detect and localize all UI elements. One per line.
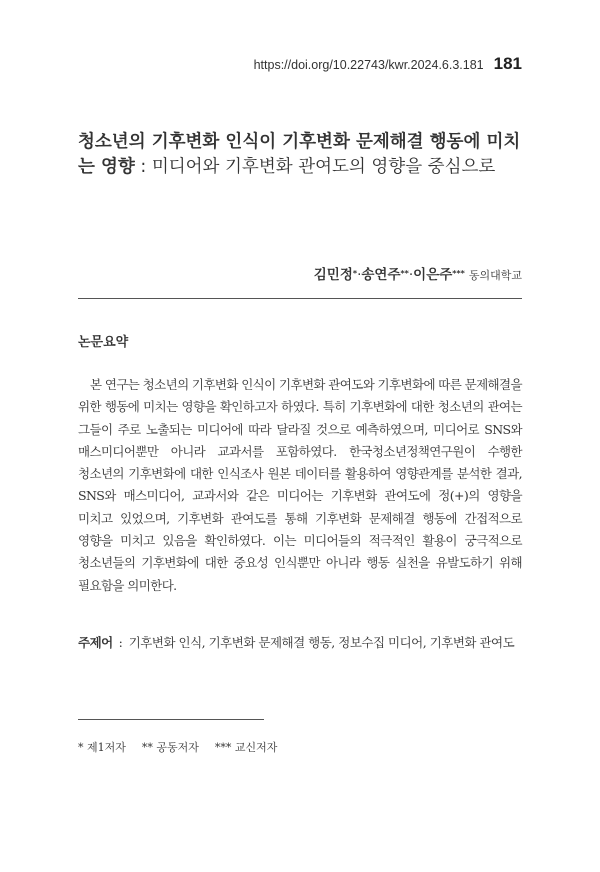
footnote-mark: *** [214, 741, 232, 754]
footnote-corresponding-author [215, 739, 278, 755]
title-separator: : [134, 157, 152, 177]
footnote-mark: * [78, 741, 84, 754]
footnote-mark: ** [141, 741, 153, 754]
footnote-first-author [78, 739, 126, 755]
keywords [78, 633, 528, 653]
abstract-heading: 논문요약 [78, 335, 129, 350]
footnote-rule [78, 719, 264, 720]
keywords-text: 기후변화 인식, 기후변화 문제해결 행동, 정보수집 미디어, 기후변화 관여도 [128, 635, 515, 650]
author-3-mark: *** [452, 269, 465, 278]
footnote-text: 교신저자 [234, 741, 278, 754]
keywords-label: 주제어 [78, 635, 113, 650]
author-1-mark: * [352, 269, 358, 278]
affiliation: 동의대학교 [468, 269, 522, 282]
abstract-body: 본 연구는 청소년의 기후변화 인식이 기후변화 관여도와 기후변화에 따른 문제해결을 위한 행동에 미치는 영향을 확인하고자 하였다. 특히 기후변화에 대한 청소년의 관여는 그들이 주로 노출되는 미디어에 따라 달라질 것으로 예측하였으며, 미디어로 SNS와 매스미디어뿐만 아니라 교과서를 포함하였다. 한국청소년정책연구원이 수행한 청소년의 기후변화에 대한 인식조사 원본 데이터를 활용하여 영향관계를 분석한 결과, SNS와 매스미디어, 교과서와 같은 미디어는 기후변화 관여도에 정(+)의 영향을 미치고 있었으며, 기후변화 관여도를 통해 기후변화 문제해결 행동에 간접적으로 영향을 미치고 있음을 확인하였다. 이는 미디어들의 적극적인 활용이 궁극적으로 청소년들의 기후변화에 대한 중요성 인식뿐만 아니라 행동 실천을 유발도하기 위해 필요함을 의미한다. [78, 377, 522, 593]
footnotes [78, 739, 277, 755]
running-head [254, 54, 522, 74]
page-number: 181 [493, 54, 522, 73]
doi-link[interactable]: https://doi.org/10.22743/kwr.2024.6.3.181 [253, 58, 484, 72]
title-main: 청소년의 기후변화 인식이 기후변화 문제해결 행동에 미치는 영향 [78, 132, 521, 177]
footnote-co-author [142, 739, 199, 755]
author-line [314, 263, 522, 283]
footnote-text: 제1저자 [87, 741, 126, 754]
author-1-name: 김민정 [313, 267, 353, 283]
author-3-name: 이은주 [413, 267, 453, 283]
author-2-name: 송연주 [361, 267, 401, 283]
header-rule [78, 298, 522, 299]
paper-title [78, 130, 528, 180]
title-subtitle: 미디어와 기후변화 관여도의 영향을 중심으로 [151, 157, 496, 177]
keywords-colon: : [118, 635, 123, 650]
author-2-mark: ** [400, 269, 409, 278]
footnote-text: 공동저자 [156, 741, 199, 754]
author-separator: · [408, 267, 414, 283]
author-separator: · [357, 267, 362, 283]
